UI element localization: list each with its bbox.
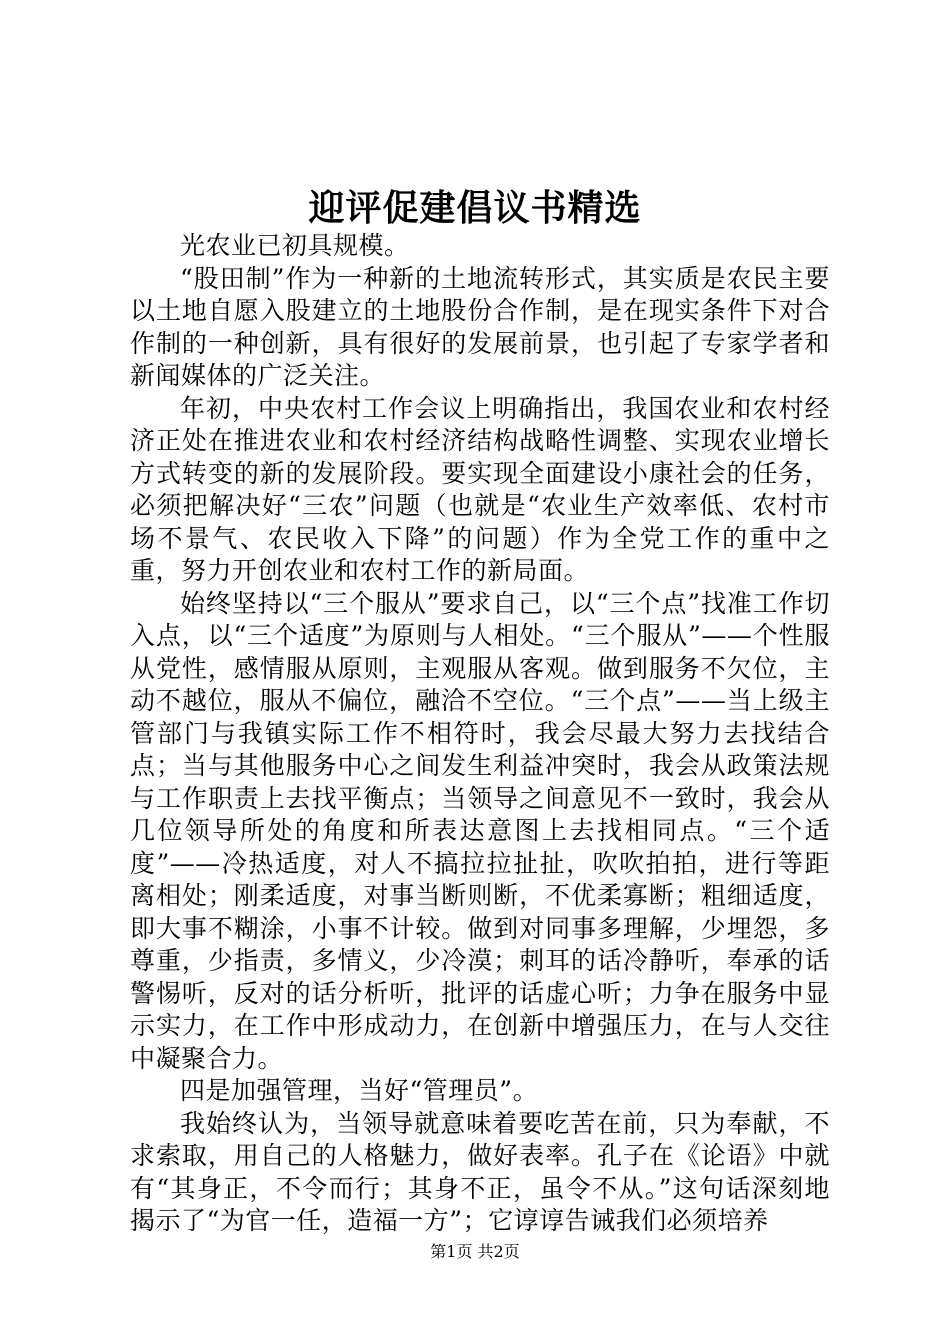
paragraph: 年初，中央农村工作会议上明确指出，我国农业和农村经济正处在推进农业和农村经济结构战略性调整、实现农业增长方式转变的新的发展阶段。要实现全面建设小康社会的任务，必须把解决好“三农”问题（也就是“农业生产效率低、农村市场不景气、农民收入下降”的问题）作为全党工作的重中之重，努力开创农业和农村工作的新局面。 (130, 393, 830, 585)
paragraph: 光农业已初具规模。 (180, 231, 410, 260)
paragraph: “股田制”作为一种新的土地流转形式，其实质是农民主要以土地自愿入股建立的土地股份合作制，是在现实条件下对合作制的一种创新，具有很好的发展前景，也引起了专家学者和新闻媒体的广泛关注。 (130, 263, 830, 390)
document-title: 迎评促建倡议书精选 (308, 187, 642, 229)
document-body (130, 230, 830, 1238)
paragraph: 我始终认为，当领导就意味着要吃苦在前，只为奉献，不求索取，用自己的人格魅力，做好表率。孔子在《论语》中就有“其身正，不令而行；其身不正，虽令不从。”这句话深刻地揭示了“为官一任，造福一方”；它谆谆告诫我们必须培养 (130, 1108, 830, 1235)
page-footer: 第1页 共2页 (430, 1242, 520, 1261)
paragraph: 四是加强管理，当好“管理员”。 (180, 1076, 539, 1105)
paragraph: 始终坚持以“三个服从”要求自己，以“三个点”找准工作切入点，以“三个适度”为原则与人相处。“三个服从”——个性服从党性，感情服从原则，主观服从客观。做到服务不欠位，主动不越位，服从不偏位，融洽不空位。“三个点”——当上级主管部门与我镇实际工作不相符时，我会尽最大努力去找结合点；当与其他服务中心之间发生利益冲突时，我会从政策法规与工作职责上去找平衡点；当领导之间意见不一致时，我会从几位领导所处的角度和所表达意图上去找相同点。“三个适度”——冷热适度，对人不搞拉拉扯扯，吹吹拍拍，进行等距离相处；刚柔适度，对事当断则断，不优柔寡断；粗细适度，即大事不糊涂，小事不计较。做到对同事多理解，少埋怨，多尊重，少指责，多情义，少冷漠；刺耳的话冷静听，奉承的话警惕听，反对的话分析听，批评的话虚心听；力争在服务中显示实力，在工作中形成动力，在创新中增强压力，在与人交往中凝聚合力。 (130, 588, 830, 1073)
